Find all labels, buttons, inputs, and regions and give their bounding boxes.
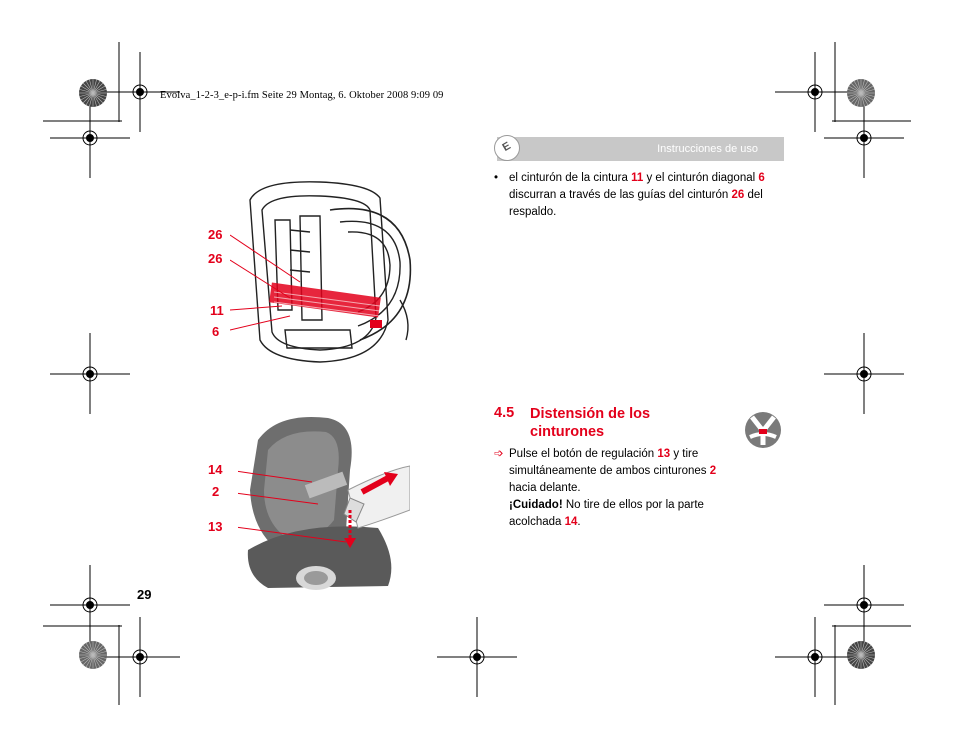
callout-label: 26 <box>208 227 223 242</box>
ref-number: 13 <box>657 448 671 460</box>
callout-label: 2 <box>212 484 220 499</box>
text-run: . <box>577 516 581 528</box>
text-run: hacia delante. <box>509 482 581 494</box>
file-meta-line: Evolva_1-2-3_e-p-i.fm Seite 29 Montag, 6. Oktober 2008 9:09 09 <box>160 90 444 101</box>
step-arrow-icon: ➩ <box>494 448 504 460</box>
instruction-step <box>494 446 734 531</box>
text-run: discurran a través de las guías del cinturón <box>509 189 732 201</box>
section-header-bar <box>497 137 784 161</box>
page-number: 29 <box>137 587 152 602</box>
callout-label: 6 <box>212 324 220 339</box>
text-run: No tire de ellos por la parte acolchada <box>509 499 704 528</box>
callout-label: 11 <box>210 303 224 318</box>
ref-number: 2 <box>709 465 717 477</box>
seat-line-drawing <box>230 170 460 370</box>
callout-label: 14 <box>208 462 223 477</box>
callout-label: 13 <box>208 519 223 534</box>
seat-photo <box>238 410 410 592</box>
text-run: y el cinturón diagonal <box>643 172 759 184</box>
section-title: Distensión de los cinturones <box>530 406 651 440</box>
language-code: E <box>500 139 513 155</box>
ref-number: 11 <box>631 172 644 184</box>
warning-label: ¡Cuidado! <box>509 499 563 511</box>
bullet-mark: • <box>494 172 499 184</box>
callout-label: 26 <box>208 251 223 266</box>
text-run: el cinturón de la cintura <box>509 172 632 184</box>
header-title: Instrucciones de uso <box>657 143 758 155</box>
ref-number: 26 <box>731 189 745 201</box>
ref-number: 14 <box>564 516 578 528</box>
text-run: Pulse el botón de regulación <box>509 448 658 460</box>
ref-number: 6 <box>758 172 765 184</box>
section-number: 4.5 <box>494 405 515 421</box>
text-run: y tire simultáneamente de ambos cinturones <box>509 448 710 477</box>
language-badge <box>494 135 520 161</box>
bullet-paragraph <box>494 170 786 221</box>
text-run: del respaldo. <box>509 189 763 218</box>
harness-icon <box>744 411 782 449</box>
